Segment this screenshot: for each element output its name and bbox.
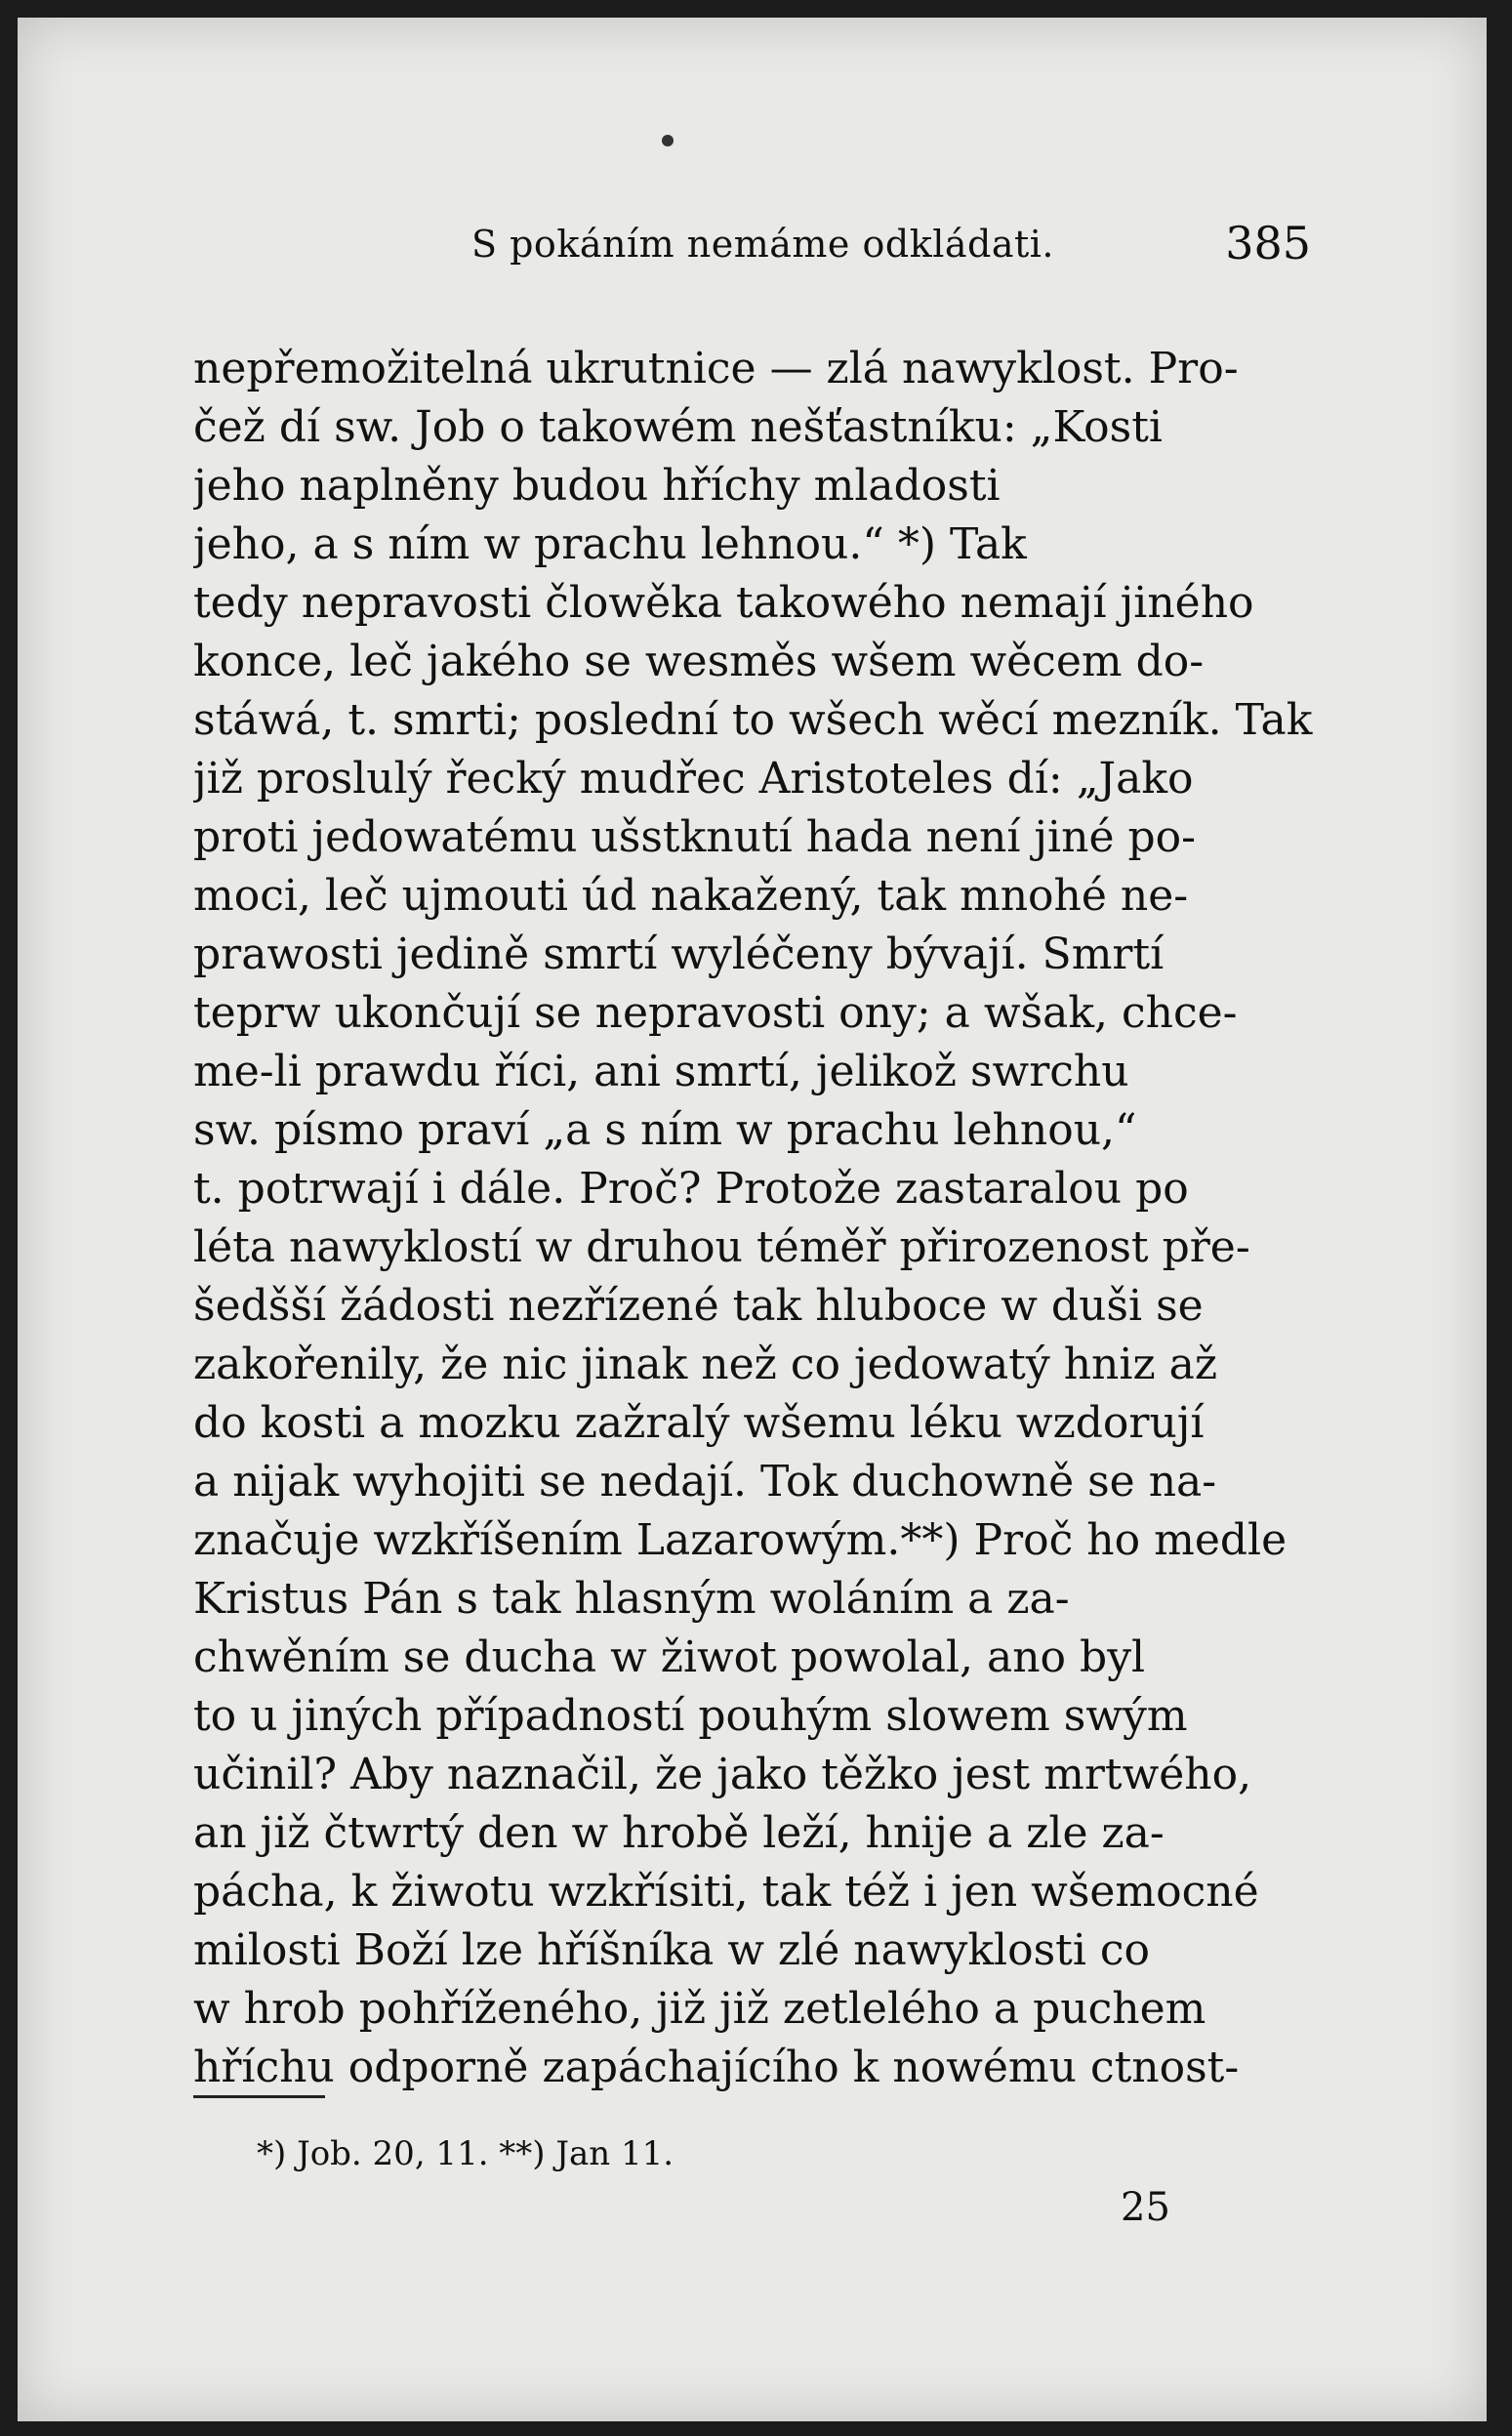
- text-line: tedy nepravosti člowěka takowého nemají jiného: [193, 578, 1254, 628]
- text-line: teprw ukončují se nepravosti ony; a wšak, chce-: [193, 988, 1238, 1038]
- text-line: w hrob pohříženého, již již zetlelého a puchem: [193, 1984, 1206, 2034]
- text-line: nepřemožitelná ukrutnice — zlá nawyklost. Pro-: [193, 344, 1239, 393]
- text-line: prawosti jedině smrtí wyléčeny bývají. Smrtí: [193, 929, 1165, 979]
- text-line: proti jedowatému ušstknutí hada není jiné po-: [193, 812, 1197, 862]
- ink-speck: [662, 135, 674, 146]
- text-line: sw. písmo praví „a s ním w prachu lehnou,“: [193, 1105, 1137, 1155]
- footnote: *) Job. 20, 11. **) Jan 11.: [257, 2134, 674, 2173]
- signature-mark: 25: [1121, 2185, 1170, 2230]
- text-line: konce, leč jakého se wesměs wšem wěcem do-: [193, 637, 1205, 686]
- text-line: an již čtwrtý den w hrobě leží, hnije a zle za-: [193, 1808, 1165, 1858]
- text-line: jeho, a s ním w prachu lehnou.“ *) Tak: [193, 519, 1027, 569]
- text-line: čež dí sw. Job o takowém nešťastníku: „Kosti: [193, 402, 1163, 452]
- text-line: již proslulý řecký mudřec Aristoteles dí: „Jako: [193, 754, 1194, 804]
- text-line: pácha, k žiwotu wzkřísiti, tak též i jen wšemocné: [193, 1867, 1259, 1917]
- book-page: [18, 18, 1487, 2421]
- text-line: hříchu odporně zapáchajícího k nowému ctnost-: [193, 2043, 1240, 2092]
- page-number: 385: [1225, 217, 1311, 269]
- text-line: Kristus Pán s tak hlasným woláním a za-: [193, 1574, 1070, 1624]
- body-text: [193, 340, 1321, 2097]
- text-line: léta nawyklostí w druhou téměř přirozenost pře-: [193, 1222, 1250, 1272]
- text-line: t. potrwají i dále. Proč? Protože zastaralou po: [193, 1164, 1189, 1214]
- text-line: to u jiných případností pouhým slowem swým: [193, 1691, 1188, 1741]
- text-line: do kosti a mozku zažralý wšemu léku wzdorují: [193, 1398, 1205, 1448]
- running-title: S pokáním nemáme odkládati.: [471, 223, 1055, 266]
- footnote-rule: [193, 2095, 325, 2098]
- text-line: chwěním se ducha w žiwot powolal, ano byl: [193, 1632, 1146, 1682]
- text-line: šedšší žádosti nezřízené tak hluboce w duši se: [193, 1281, 1204, 1331]
- text-line: me-li prawdu říci, ani smrtí, jelikož swrchu: [193, 1047, 1129, 1096]
- page-header: [193, 213, 1311, 271]
- text-line: učinil? Aby naznačil, že jako těžko jest mrtwého,: [193, 1750, 1252, 1799]
- text-line: moci, leč ujmouti úd nakažený, tak mnohé ne-: [193, 871, 1189, 921]
- text-line: stáwá, t. smrti; poslední to wšech wěcí mezník. Tak: [193, 695, 1313, 745]
- text-line: značuje wzkříšením Lazarowým.**) Proč ho medle: [193, 1515, 1287, 1565]
- text-line: jeho naplněny budou hříchy mladosti: [193, 461, 1001, 511]
- text-line: zakořenily, že nic jinak než co jedowatý hniz až: [193, 1340, 1218, 1389]
- text-line: milosti Boží lze hříšníka w zlé nawyklosti co: [193, 1925, 1151, 1975]
- text-line: a nijak wyhojiti se nedají. Tok duchowně se na-: [193, 1457, 1217, 1507]
